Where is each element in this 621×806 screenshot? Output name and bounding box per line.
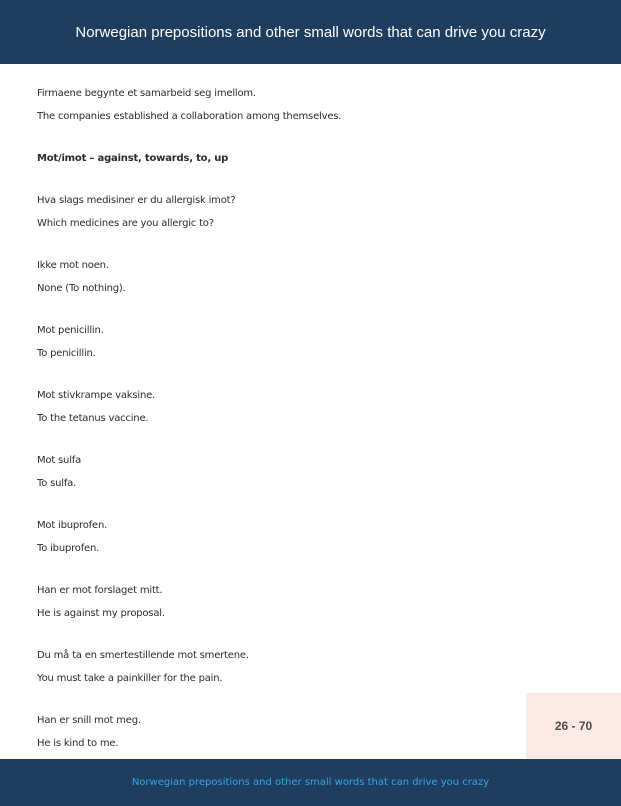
sentence-english: The companies established a collaboration among themselves.	[37, 111, 342, 122]
sentence-english: He is against my proposal.	[37, 608, 165, 619]
sentence-english: To ibuprofen.	[37, 543, 100, 554]
sentence-english: To sulfa.	[37, 478, 77, 489]
sentence-norwegian: Firmaene begynte et samarbeid seg imellom.	[37, 88, 256, 99]
sentence-norwegian: Mot sulfa	[37, 455, 82, 466]
sentence-norwegian: Mot ibuprofen.	[37, 520, 108, 531]
sentence-norwegian: Du må ta en smertestillende mot smertene.	[37, 650, 249, 661]
page-number: 26 - 70	[554, 719, 593, 733]
sentence-english: To penicillin.	[37, 348, 96, 359]
sentence-english: Which medicines are you allergic to?	[37, 218, 214, 229]
sentence-english: None (To nothing).	[37, 283, 126, 294]
sentence-norwegian: Han er mot forslaget mitt.	[37, 585, 163, 596]
page-footer	[0, 759, 621, 806]
sentence-norwegian: Han er snill mot meg.	[37, 715, 141, 726]
footer-text: Norwegian prepositions and other small words that can drive you crazy	[131, 777, 490, 788]
document-body	[37, 82, 517, 755]
sentence-english: You must take a painkiller for the pain.	[37, 673, 223, 684]
sentence-english: To the tetanus vaccine.	[37, 413, 149, 424]
page-header	[0, 0, 621, 64]
sentence-english: He is kind to me.	[37, 738, 119, 749]
sentence-norwegian: Hva slags medisiner er du allergisk imot?	[37, 195, 236, 206]
page-number-badge	[526, 693, 621, 759]
sentence-norwegian: Mot penicillin.	[37, 325, 104, 336]
section-heading: Mot/imot – against, towards, to, up	[37, 153, 229, 164]
sentence-norwegian: Ikke mot noen.	[37, 260, 109, 271]
header-title: Norwegian prepositions and other small words that can drive you crazy	[75, 23, 546, 41]
sentence-norwegian: Mot stivkrampe vaksine.	[37, 390, 156, 401]
